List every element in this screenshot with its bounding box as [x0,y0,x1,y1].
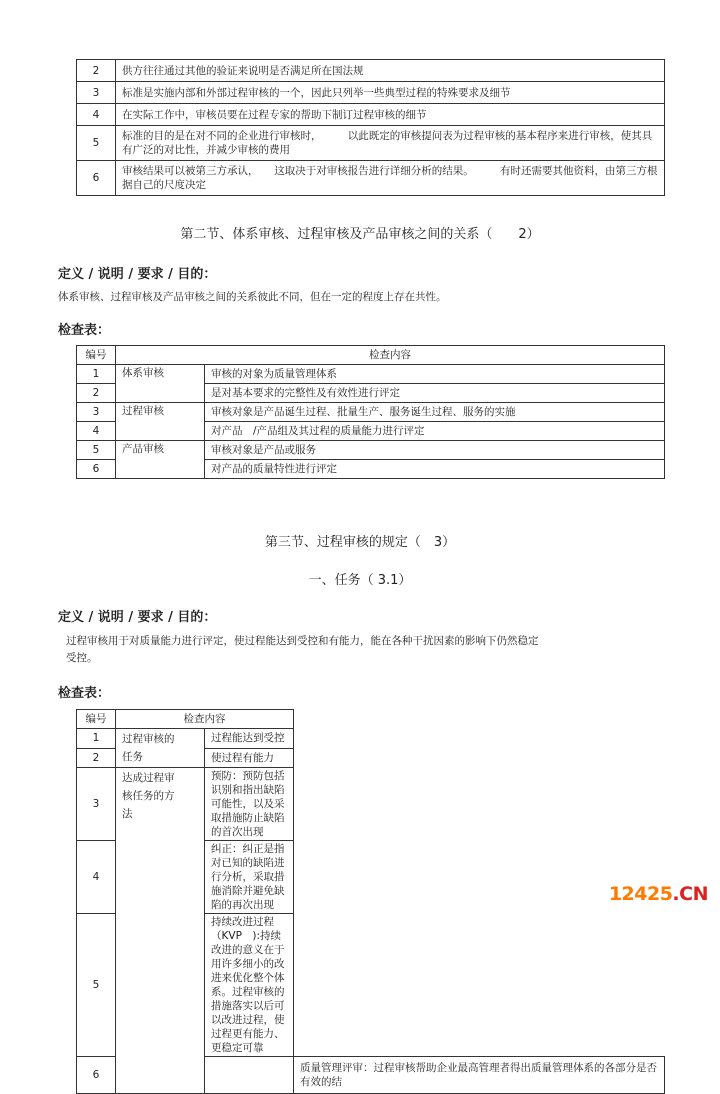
watermark-logo [609,883,708,905]
header-content: 检查内容 [116,710,294,729]
table-row [77,60,665,82]
table-row [77,441,665,460]
category-line: 达成过程审 [122,772,175,784]
category-line: 任务 [122,751,143,763]
table-header-row [77,710,665,729]
category-line: 核任务的方 [122,790,175,802]
row-number: 4 [77,422,116,441]
section3-subtitle: 一、任务（ 3.1） [308,573,412,588]
row-number: 3 [77,82,116,104]
row-number: 2 [77,384,116,403]
row-text: 审核对象是产品或服务 [205,441,665,460]
section2-title: 第二节、体系审核、过程审核及产品审核之间的关系（ 2） [180,227,540,242]
row-text: 在实际工作中，审核员要在过程专家的帮助下制订过程审核的细节 [116,104,665,126]
row-text: 审核的对象为质量管理体系 [205,365,665,384]
row-number: 1 [77,365,116,384]
section2-checklist-label: 检查表： [58,323,111,338]
requirements-table [76,59,665,196]
row-number: 5 [77,441,116,460]
row-text: 纠正：纠正是指对已知的缺陷进行分析，采取措施消除并避免缺陷的再次出现 [205,841,294,914]
section3-definition-text-line2: 受控。 [66,652,98,664]
row-category [116,729,205,768]
table-row [77,104,665,126]
watermark-suffix: .CN [672,883,708,905]
row-text: 对产品的质量特性进行评定 [205,460,665,479]
row-text: 标准是实施内部和外部过程审核的一个，因此只列举一些典型过程的特殊要求及细节 [116,82,665,104]
table-row [77,768,665,841]
row-number: 3 [77,768,116,841]
row-number: 1 [77,729,116,749]
row-text: 质量管理评审：过程审核帮助企业最高管理者得出质量管理体系的各部分是否有效的结 [294,1057,665,1094]
row-number: 6 [77,161,116,196]
row-number: 4 [77,841,116,914]
row-category: 体系审核 [116,365,205,403]
section2-checklist-table [76,345,665,479]
table-row [77,82,665,104]
row-text: 供方往往通过其他的验证来说明是否满足所在国法规 [116,60,665,82]
table-header-row [77,346,665,365]
row-text: 预防：预防包括识别和指出缺陷可能性，以及采取措施防止缺陷的首次出现 [205,768,294,841]
section3-checklist-table [76,709,665,1094]
row-text: 审核对象是产品诞生过程、批量生产、服务诞生过程、服务的实施 [205,403,665,422]
row-number: 6 [77,460,116,479]
row-number: 4 [77,104,116,126]
row-text: 标准的目的是在对不同的企业进行审核时， 以此既定的审核提问表为过程审核的基本程序来进行审核，使其具有广泛的对比性，并减少审核的费用 [116,126,665,161]
row-text: 是对基本要求的完整性及有效性进行评定 [205,384,665,403]
row-text: 持续改进过程 （KVP ):持续改进的意义在于用许多细小的改进来优化整个体系。过程审核的措施落实以后可以改进过程，使过程更有能力、更稳定可靠 [205,914,294,1057]
section3-checklist-label: 检查表： [58,686,111,701]
row-number: 5 [77,914,116,1057]
header-content: 检查内容 [116,346,665,365]
table-row [77,403,665,422]
row-number: 5 [77,126,116,161]
section3-definition-text-line1: 过程审核用于对质量能力进行评定，使过程能达到受控和有能力，能在各种干扰因素的影响下仍然稳定 [66,635,539,647]
watermark-digits: 12425 [608,883,673,905]
table-row [77,365,665,384]
table-row [77,161,665,196]
row-number: 2 [77,60,116,82]
row-text: 使过程有能力 [205,748,294,768]
row-category-empty [205,1057,294,1094]
header-number: 编号 [77,346,116,365]
section2-definition-text: 体系审核、过程审核及产品审核之间的关系彼此不同，但在一定的程度上存在共性。 [58,291,447,303]
table-row [77,729,665,749]
row-number: 2 [77,748,116,768]
table-row [77,126,665,161]
section3-title: 第三节、过程审核的规定（ 3） [264,535,456,550]
row-number: 3 [77,403,116,422]
section2-definition-label: 定义 / 说明 / 要求 / 目的： [58,267,217,282]
category-line: 过程审核的 [122,733,175,745]
section3-definition-label: 定义 / 说明 / 要求 / 目的： [58,610,217,625]
row-text: 审核结果可以被第三方承认， 这取决于对审核报告进行详细分析的结果。 有时还需要其他资料，由第三方根据自己的尺度决定 [116,161,665,196]
row-text: 对产品 /产品组及其过程的质量能力进行评定 [205,422,665,441]
row-number: 6 [77,1057,116,1094]
row-category: 产品审核 [116,441,205,479]
category-line: 法 [122,808,133,820]
row-category [116,768,205,1094]
header-number: 编号 [77,710,116,729]
row-category: 过程审核 [116,403,205,441]
row-text: 过程能达到受控 [205,729,294,749]
